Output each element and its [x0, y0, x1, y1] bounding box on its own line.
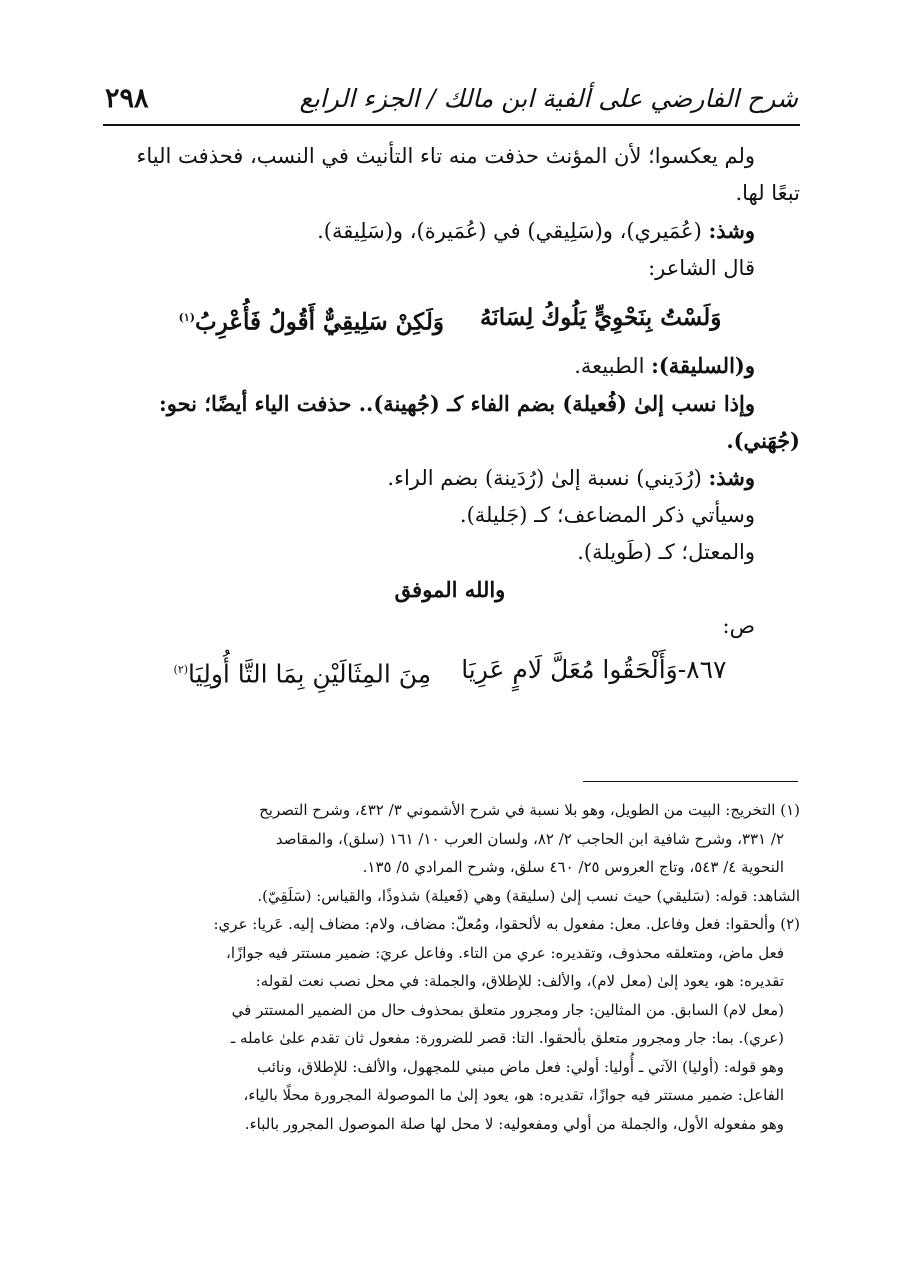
poetry-verse: [100, 299, 800, 341]
paragraph: والمعتل؛ كـ (طَويلة).: [577, 539, 755, 564]
footnote-line: (٢) وألحقوا: فعل وفاعل. معل: مفعول به لألحقوا، ومُعلّ: مضاف، ولام: مضاف إليه. عَريا: عري:: [213, 915, 800, 933]
footnote-line: وهو مفعوله الأول، والجملة من أولي ومفعوليه: لا محل لها صلة الموصول المجرور بالباء.: [244, 1114, 784, 1133]
paragraph: [100, 212, 800, 250]
verse-hemistich: ٨٦٧-وَأَلْحَقُوا مُعَلَّ لَامٍ عَرِيَا: [461, 654, 727, 684]
paragraph-text: الطبيعة.: [574, 353, 645, 378]
footnote-line: (عري). بما: جار ومجرور متعلق بألحقوا. التا: قصر للضرورة: مفعول ثان تقدم علىٰ عامله ـ: [230, 1029, 784, 1047]
footnote-line: الفاعل: ضمير مستتر فيه جوازًا، تقديره: هو، يعود إلىٰ ما الموصولة المجرورة محلًا بالياء،: [243, 1086, 784, 1104]
paragraph: وسيأتي ذكر المضاعف؛ كـ (جَليلة).: [459, 502, 755, 527]
verse-hemistich: وَلَسْتُ بِنَحْوِيٍّ يَلُوكُ لِسَانَهُ: [479, 304, 722, 331]
footnote-line: تقديره: هو، يعود إلىٰ (معل لام)، والألف: للإطلاق، والجملة: في محل نصب نعت لقوله:: [255, 972, 784, 990]
paragraph-text: (رُدَيني) نسبة إلىٰ (رُدَينة) بضم الراء.: [387, 465, 702, 490]
verse-hemistich: [174, 651, 432, 692]
bold-term: وشذ:: [708, 464, 755, 490]
paragraph: قال الشاعر:: [648, 256, 755, 280]
footnote-line: النحوية ٤/ ٥٤٣، وتاج العروس ٢٥/ ٤٦٠ سلق، وشرح المرادي ٥/ ١٣٥.: [362, 858, 784, 876]
page-number: ٢٩٨: [105, 82, 149, 114]
footnote-marker: (٢): [173, 662, 189, 676]
paragraph: تبعًا لها.: [735, 181, 800, 205]
page-header: [105, 76, 798, 120]
bold-term: وشذ:: [708, 218, 755, 243]
footnote-marker: (١): [178, 311, 195, 324]
footnote-line: وهو قوله: (أوليا) الآتي ـ أُوليا: أولي: فعل ماض مبني للمجهول، والألف: للإطلاق، ونائب: [256, 1057, 784, 1076]
footnote-rule: [583, 781, 798, 782]
footnote-line: ٢/ ٣٣١، وشرح شافية ابن الحاجب ٢/ ٨٢، ولسان العرب ١٠/ ١٦١ (سلق)، والمقاصد: [275, 829, 784, 848]
main-text: [100, 138, 800, 692]
paragraph: [100, 347, 800, 385]
footnote-line: (١) التخريج: البيت من الطويل، وهو بلا نسبة في شرح الأشموني ٣/ ٤٣٢، وشرح التصريح: [259, 801, 800, 819]
verse-hemistich-text: وَلَكِنْ سَلِيقِيٌّ أَقُولُ فَأُعْرِبُ: [194, 308, 444, 336]
paragraph: (جُهَني).: [726, 427, 800, 453]
verse-hemistich: [179, 299, 444, 341]
paragraph: [100, 459, 800, 497]
paragraph-text: (عُمَيري)، و(سَلِيقي) في (عُمَيرة)، و(سَلِيقة).: [317, 219, 702, 243]
footnote-line: فعل ماض، ومتعلقه محذوف، وتقديره: عري من التاء. وفاعل عريَ: ضمير مستتر فيه جوازًا،: [226, 943, 784, 962]
closing-phrase: والله الموفق: [394, 576, 506, 602]
alfiyya-verse: [100, 651, 800, 692]
paragraph: وإذا نسب إلىٰ (فُعيلة) بضم الفاء كـ (جُهينة).. حذفت الياء أيضًا؛ نحو:: [159, 390, 755, 416]
bold-term: و(السليقة):: [651, 352, 755, 378]
footnote-line: (معل لام) السابق. من المثالين: جار ومجرور متعلق بمحذوف حال من الضمير المستتر في: [231, 1000, 784, 1019]
header-rule: [103, 124, 800, 126]
running-title: شرح الفارضي على ألفية ابن مالك / الجزء الرابع: [299, 83, 798, 113]
footnote-line: الشاهد: قوله: (سَليقي) حيث نسب إلىٰ (سليقة) وهي (فَعيلة) شذوذًا، والقياس: (سَلَقِيّ).: [257, 886, 800, 905]
paragraph: ولم يعكسوا؛ لأن المؤنث حذفت منه تاء التأنيث في النسب، فحذفت الياء: [136, 144, 755, 168]
footnotes: [100, 796, 800, 1138]
paragraph: ص:: [722, 613, 755, 638]
verse-hemistich-text: مِنَ المِثَالَيْنِ بِمَا التَّا أُولِيَا: [188, 658, 432, 688]
